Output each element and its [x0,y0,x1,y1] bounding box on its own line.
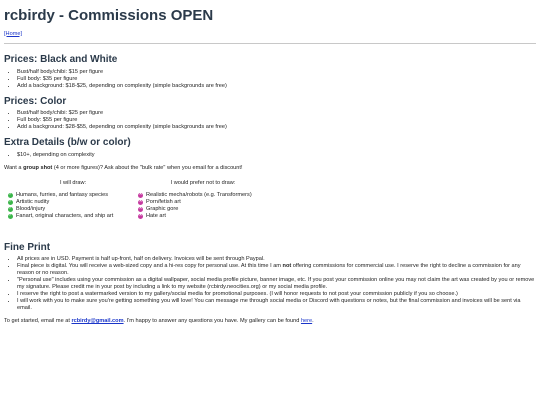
bw-prices-heading: Prices: Black and White [4,54,118,66]
list-item: • Full body: $35 per figure [17,76,536,83]
fine-print-heading: Fine Print [4,241,51,253]
list-item: • "Personal use" includes using your commission as a digital wallpaper, social media profile picture, banner image, etc. If you post your commission online you may not claim the art was created by you or remove my signature. Please credit me in your post by including a link to my website (rcbirdy.neocities.org) or my social media profile. [17,277,536,291]
draw-columns [8,180,536,220]
x-circle-icon: ✕ [138,192,143,197]
gallery-link[interactable]: here [300,318,313,325]
list-item: ✕ Realistic mecha/robots (e.g. Transformers) [138,191,252,198]
home-link[interactable]: [Home] [4,30,23,37]
list-item: • Bust/half body/chibi: $15 per figure [17,69,536,76]
list-item: • I reserve the right to post a watermarked version to my gallery/social media for promotional purposes. (I will honor requests to not post your commission publicly if you so choose.) [17,291,536,298]
list-item: ✕ Hate art [138,212,166,219]
list-item: • Add a background: $18-$25, depending on complexity (simple backgrounds are free) [17,83,536,90]
wont-draw-list [138,192,268,220]
divider [4,43,536,44]
list-item: • Full body: $55 per figure [17,117,536,124]
list-item: • $10+, depending on complexity [17,152,536,159]
list-item: • Bust/half body/chibi: $25 per figure [17,110,536,117]
page-title: rcbirdy - Commissions OPEN [4,7,214,24]
check-circle-icon: ✓ [8,213,13,218]
check-circle-icon: ✓ [8,206,13,211]
x-circle-icon: ✕ [138,199,143,204]
list-item: • All prices are in USD. Payment is half up-front, half on delivery. Invoices will be sent through Paypal. [17,256,536,263]
list-item: • Final piece is digital. You will receive a web-sized copy and a hi-res copy for personal use. At this time I am not offering commissions for commercial use. I reserve the right to decline a commission for any reason or no reason. [17,263,536,277]
list-item: ✓ Artistic nudity [8,198,50,205]
x-circle-icon: ✕ [138,206,143,211]
will-draw-column [8,180,138,220]
fine-print-list [4,256,536,312]
x-circle-icon: ✕ [138,213,143,218]
color-prices-list [4,110,536,131]
wont-draw-heading: I would prefer not to draw: [170,179,236,186]
footer-note: To get started, email me at rcbirdy@gmail.com. I'm happy to answer any questions you have. My gallery can be found here. [4,318,314,325]
extra-details-heading: Extra Details (b/w or color) [4,137,131,149]
will-draw-list [8,192,138,220]
group-shot-note: Want a group shot (4 or more figures)? Ask about the "bulk rate" when you email for a discount! [4,164,243,171]
list-item: ✓ Humans, furries, and fantasy species [8,191,109,198]
list-item: ✓ Blood/injury [8,205,46,212]
extra-details-list [4,152,536,159]
list-item: ✕ Porn/fetish art [138,198,181,205]
bw-prices-list [4,69,536,90]
home-nav [4,31,536,38]
check-circle-icon: ✓ [8,192,13,197]
email-link[interactable]: rcbirdy@gmail.com [71,318,124,325]
list-item: • Add a background: $28-$55, depending on complexity (simple backgrounds are free) [17,124,536,131]
color-prices-heading: Prices: Color [4,95,67,107]
list-item: ✕ Graphic gore [138,205,179,212]
check-circle-icon: ✓ [8,199,13,204]
list-item: • I will work with you to make sure you're getting something you will love! You can message me through social media or Discord with questions or notes, but the final commission and invoices will be sent via email. [17,298,536,312]
list-item: ✓ Fanart, original characters, and ship art [8,212,114,219]
group-shot-bold: group shot [23,164,53,171]
will-draw-heading: I will draw: [59,179,87,186]
wont-draw-column [138,180,268,220]
